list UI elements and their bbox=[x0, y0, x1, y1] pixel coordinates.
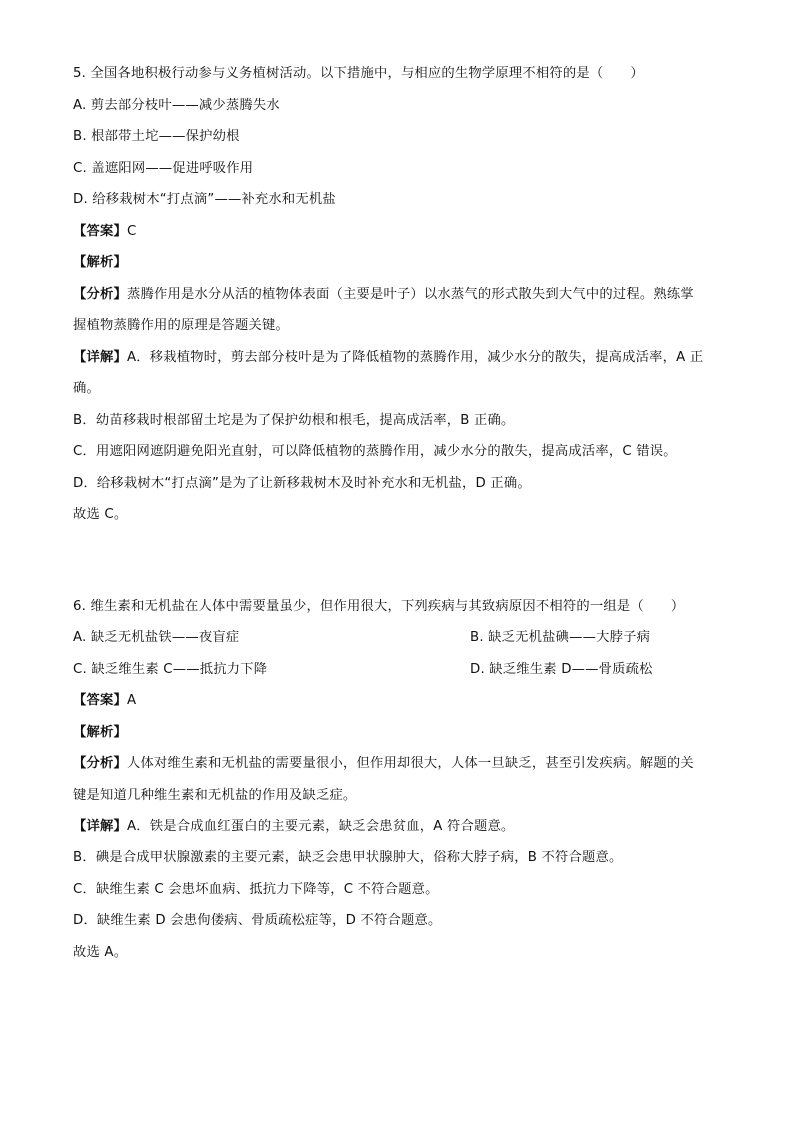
q5-fenxi-text1: 蒸腾作用是水分从活的植物体表面（主要是叶子）以水蒸气的形式散失到大气中的过程。熟练掌 bbox=[127, 287, 694, 302]
q6-answer-value: A bbox=[127, 693, 137, 708]
q6-analysis-tag bbox=[73, 723, 733, 743]
q6-fenxi-line1 bbox=[73, 754, 733, 774]
q5-xiangjie-line1 bbox=[73, 348, 733, 368]
q6-xiangjie-text1: A．铁是合成血红蛋白的主要元素，缺乏会患贫血，A 符合题意。 bbox=[127, 819, 515, 834]
q5-detail-c: C．用遮阳网遮阴避免阳光直射，可以降低植物的蒸腾作用，减少水分的散失，提高成活率，C 错误。 bbox=[73, 444, 677, 459]
q5-fenxi-line2: 握植物蒸腾作用的原理是答题关键。 bbox=[73, 318, 289, 333]
q5-option-d: D. 给移栽树木“打点滴”——补充水和无机盐 bbox=[73, 192, 336, 207]
q5-conclusion: 故选 C。 bbox=[73, 507, 128, 522]
q6-conclusion: 故选 A。 bbox=[73, 945, 128, 960]
q6-option-b: B. 缺乏无机盐碘——大脖子病 bbox=[470, 630, 651, 645]
q6-fenxi-text1: 人体对维生素和无机盐的需要量很小，但作用却很大，人体一旦缺乏，甚至引发疾病。解题的关 bbox=[127, 756, 694, 771]
q6-detail-c: C．缺维生素 C 会患坏血病、抵抗力下降等，C 不符合题意。 bbox=[73, 882, 439, 897]
q6-analysis-label: 【解析】 bbox=[73, 725, 127, 740]
q6-answer-line bbox=[73, 691, 733, 711]
q5-option-a: A. 剪去部分枝叶——减少蒸腾失水 bbox=[73, 98, 280, 113]
q6-fenxi-line2: 键是知道几种维生素和无机盐的作用及缺乏症。 bbox=[73, 788, 357, 803]
q6-option-c: C. 缺乏维生素 C——抵抗力下降 bbox=[73, 662, 268, 677]
q6-options-row1 bbox=[73, 628, 733, 648]
q6-xiangjie-line1 bbox=[73, 817, 733, 837]
q5-detail-b: B．幼苗移栽时根部留土坨是为了保护幼根和根毛，提高成活率，B 正确。 bbox=[73, 413, 515, 428]
q6-stem: 6. 维生素和无机盐在人体中需要量虽少，但作用很大，下列疾病与其致病原因不相符的一组是（ ） bbox=[73, 599, 685, 614]
q5-xiangjie-tag: 【详解】 bbox=[73, 350, 127, 365]
q6-detail-d: D．缺维生素 D 会患佝偻病、骨质疏松症等，D 不符合题意。 bbox=[73, 913, 442, 928]
q5-option-b: B. 根部带土坨——保护幼根 bbox=[73, 129, 240, 144]
q5-xiangjie-text1: A．移栽植物时，剪去部分枝叶是为了降低植物的蒸腾作用，减少水分的散失，提高成活率，A 正 bbox=[127, 350, 704, 365]
q5-fenxi-line1 bbox=[73, 285, 733, 305]
q5-detail-d: D．给移栽树木“打点滴”是为了让新移栽树木及时补充水和无机盐，D 正确。 bbox=[73, 476, 531, 491]
q5-analysis-label: 【解析】 bbox=[73, 255, 127, 270]
q6-xiangjie-tag: 【详解】 bbox=[73, 819, 127, 834]
q5-fenxi-tag: 【分析】 bbox=[73, 287, 127, 302]
q5-answer-line bbox=[73, 222, 733, 242]
q6-detail-b: B．碘是合成甲状腺激素的主要元素，缺乏会患甲状腺肿大，俗称大脖子病，B 不符合题意。 bbox=[73, 850, 623, 865]
q6-option-a: A. 缺乏无机盐铁——夜盲症 bbox=[73, 630, 240, 645]
q5-stem: 5. 全国各地积极行动参与义务植树活动。以下措施中，与相应的生物学原理不相符的是（ ） bbox=[73, 66, 644, 81]
q6-answer-tag: 【答案】 bbox=[73, 693, 127, 708]
q5-option-c: C. 盖遮阳网——促进呼吸作用 bbox=[73, 161, 254, 176]
q5-answer-value: C bbox=[127, 224, 137, 239]
q5-analysis-tag bbox=[73, 253, 733, 273]
q5-xiangjie-line2: 确。 bbox=[73, 381, 100, 396]
q5-answer-tag: 【答案】 bbox=[73, 224, 127, 239]
q6-fenxi-tag: 【分析】 bbox=[73, 756, 127, 771]
q6-option-d: D. 缺乏维生素 D——骨质疏松 bbox=[470, 662, 653, 677]
q6-options-row2 bbox=[73, 660, 733, 680]
